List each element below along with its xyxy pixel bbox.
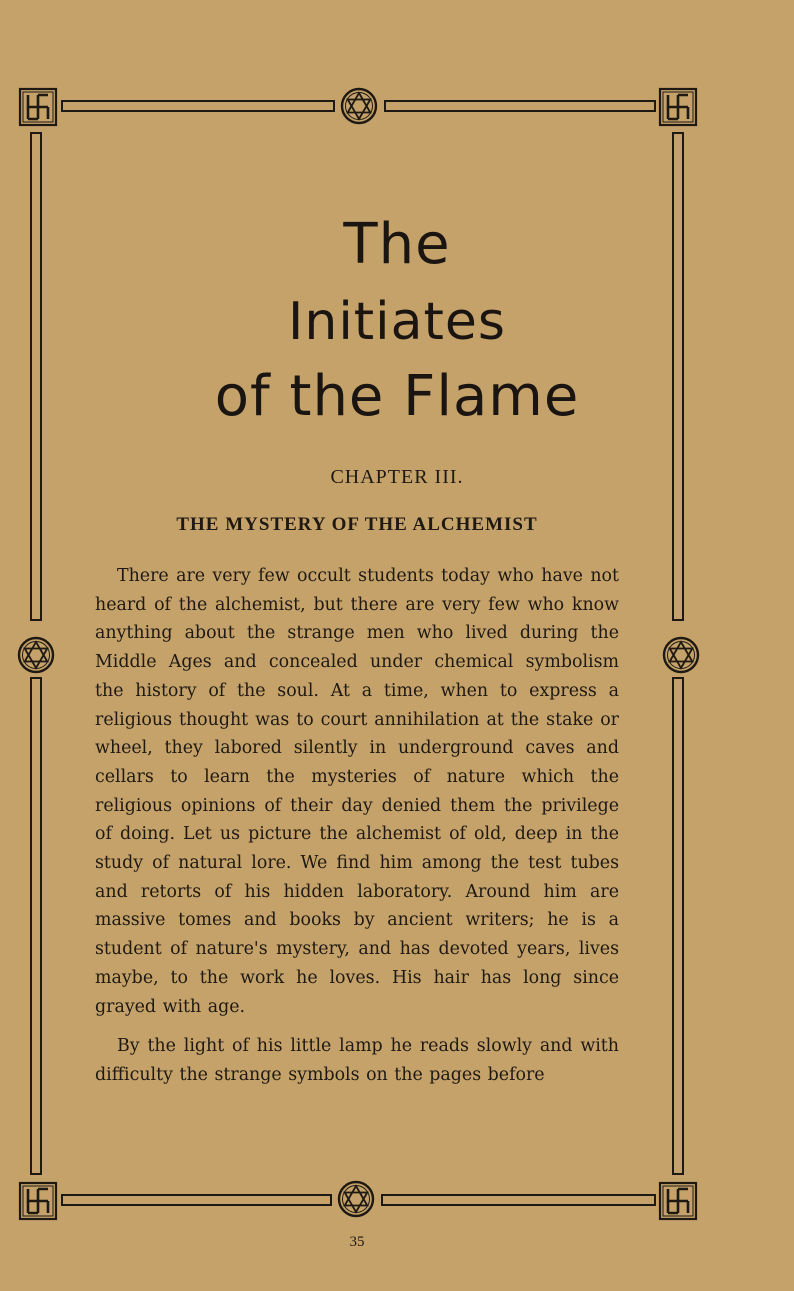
- chapter-title: THE MYSTERY OF THE ALCHEMIST: [176, 514, 538, 535]
- hexagram-icon: [342, 89, 376, 123]
- hexagram-icon: [664, 638, 698, 672]
- corner-ornament-icon: [660, 89, 696, 125]
- page-number: 35: [349, 1234, 365, 1250]
- body-text: [95, 562, 619, 1090]
- hexagram-icon: [339, 1182, 373, 1216]
- chapter-number: CHAPTER III.: [330, 466, 464, 488]
- title-line-2: Initiates: [288, 292, 506, 352]
- paragraph: There are very few occult students today who have not heard of the alchemist, but there are very few who know anything about the strange men who lived during the Middle Ages and concealed under chemical symbolism the history of the soul. At a time, when to express a religious thought was to court annihilation at the stake or wheel, they labored silently in underground caves and cellars to learn the mysteries of nature which the religious opinions of their day denied them the privilege of doing. Let us picture the alchemist of old, deep in the study of natural lore. We find him among the test tubes and retorts of his hidden laboratory. Around him are massive tomes and books by ancient writers; he is a student of nature's mystery, and has devoted years, lives maybe, to the work he loves. His hair has long since grayed with age.: [95, 566, 619, 1017]
- paragraph: By the light of his little lamp he reads slowly and with difficulty the strange symbols on the pages before: [95, 1036, 619, 1085]
- title-line-1: The: [343, 212, 451, 277]
- corner-ornament-icon: [660, 1183, 696, 1219]
- hexagram-icon: [19, 638, 53, 672]
- title-line-3: of the Flame: [214, 364, 580, 429]
- corner-ornament-icon: [20, 89, 56, 125]
- corner-ornament-icon: [20, 1183, 56, 1219]
